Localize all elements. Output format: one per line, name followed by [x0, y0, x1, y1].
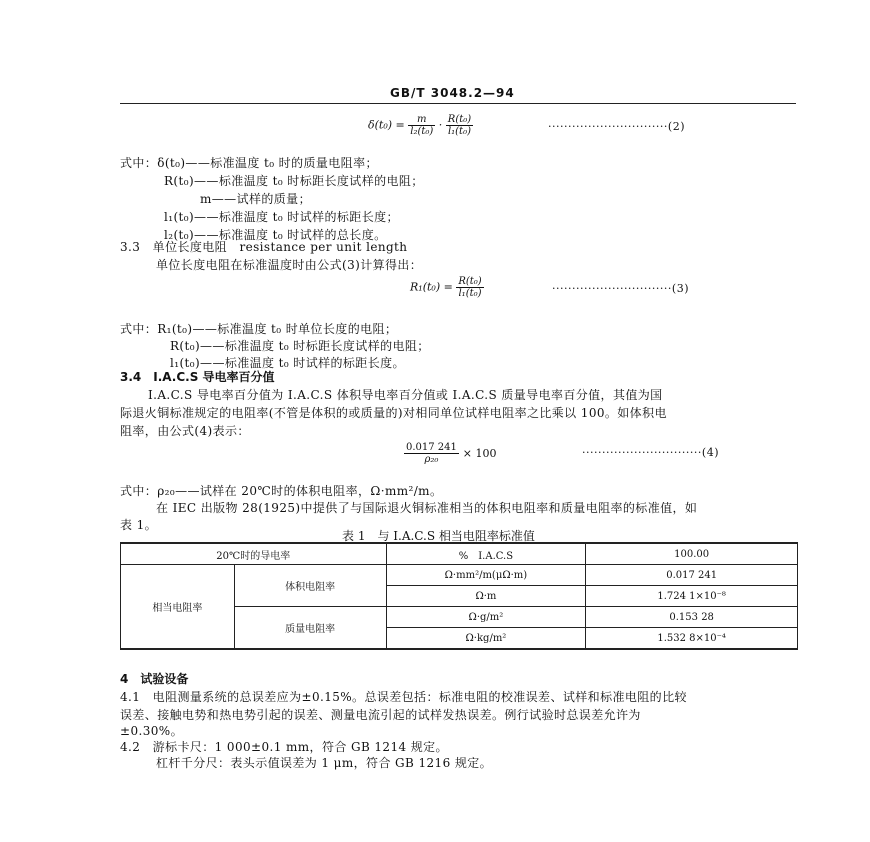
section-3-4-line-3: 阻率，由公式(4)表示：	[120, 424, 250, 438]
table-cell: % I.A.C.S	[386, 543, 586, 565]
where2-line-1: 式中：δ(t₀)——标准温度 t₀ 时的质量电阻率；	[120, 156, 378, 170]
table-cell: 100.00	[586, 543, 798, 565]
where3-line-3: l₁(t₀)——标准温度 t₀ 时试样的标距长度。	[170, 356, 405, 370]
eq3-number: ······························(3)	[552, 282, 689, 295]
eq4-denominator: ρ₂₀	[424, 454, 439, 465]
section-4-2-line-2: 杠杆千分尺：表头示值误差为 1 μm，符合 GB 1216 规定。	[156, 756, 493, 770]
equation-3	[410, 276, 484, 299]
where2-line-2: R(t₀)——标准温度 t₀ 时标距长度试样的电阻；	[164, 174, 424, 188]
standard-header: GB/T 3048.2—94	[390, 86, 515, 100]
table-cell: 1.724 1×10⁻⁸	[586, 586, 798, 607]
section-3-3-title: 3.3 单位长度电阻 resistance per unit length	[120, 240, 408, 254]
table-cell: Ω·mm²/m(μΩ·m)	[386, 565, 586, 586]
table-1	[120, 542, 798, 650]
where2-line-4: l₁(t₀)——标准温度 t₀ 时试样的标距长度；	[164, 210, 399, 224]
eq2-frac1-numerator: m	[408, 114, 435, 126]
iec-line-2: 表 1。	[120, 518, 158, 532]
table-1-caption: 表 1 与 I.A.C.S 相当电阻率标准值	[342, 529, 535, 543]
section-4-1-line-2: 误差、接触电势和热电势引起的误差、测量电流引起的试样发热误差。例行试验时总误差允许为	[120, 708, 641, 722]
table-cell: 20℃时的导电率	[121, 543, 387, 565]
eq2-number: ······························(2)	[548, 120, 685, 133]
table-cell: Ω·g/m²	[386, 607, 586, 628]
table-cell: Ω·m	[386, 586, 586, 607]
section-3-4-line-2: 际退火铜标准规定的电阻率(不管是体积的或质量的)对相同单位试样电阻率之比乘以 100。如体积电	[120, 406, 667, 420]
section-4-2-line-1: 4.2 游标卡尺：1 000±0.1 mm，符合 GB 1214 规定。	[120, 740, 448, 754]
section-3-3-body: 单位长度电阻在标准温度时由公式(3)计算得出：	[156, 258, 423, 272]
table-cell: 0.153 28	[586, 607, 798, 628]
eq2-frac2-numerator: R(t₀)	[447, 114, 472, 125]
table-cell: 1.532 8×10⁻⁴	[586, 628, 798, 650]
table-group-label: 相当电阻率	[121, 565, 235, 650]
eq4-multiplier: × 100	[462, 447, 497, 460]
table-mass-label: 质量电阻率	[234, 607, 386, 650]
section-4-1-line-1: 4.1 电阻测量系统的总误差应为±0.15%。总误差包括：标准电阻的校准误差、试样和标准电阻的比较	[120, 690, 687, 704]
eq2-fraction-2	[446, 114, 473, 137]
section-4-title: 4 试验设备	[120, 672, 189, 686]
where2-line-3: m——试样的质量；	[200, 192, 311, 206]
eq3-lhs: R₁(t₀) =	[410, 280, 453, 294]
where3-line-1: 式中：R₁(t₀)——标准温度 t₀ 时单位长度的电阻；	[120, 322, 398, 336]
table-cell: 0.017 241	[586, 565, 798, 586]
table-cell: Ω·kg/m²	[386, 628, 586, 650]
eq4-fraction	[404, 442, 459, 465]
where2-line-5: l₂(t₀)——标准温度 t₀ 时试样的总长度。	[164, 228, 387, 242]
table-row	[121, 543, 798, 565]
eq2-fraction-1	[408, 114, 435, 137]
table-volume-label: 体积电阻率	[234, 565, 386, 607]
eq3-denominator: l₁(t₀)	[458, 288, 482, 299]
eq3-numerator: R(t₀)	[458, 276, 482, 287]
section-4-1-line-3: ±0.30%。	[120, 724, 183, 738]
section-3-4-title: 3.4 I.A.C.S 导电率百分值	[120, 370, 275, 384]
eq2-frac1-denominator: l₂(t₀)	[410, 126, 434, 137]
eq4-number: ······························(4)	[582, 446, 719, 459]
iec-line-1: 在 IEC 出版物 28(1925)中提供了与国际退火铜标准相当的体积电阻率和质量电阻率的标准值，如	[156, 501, 698, 515]
where4-line: 式中：ρ₂₀——试样在 20℃时的体积电阻率，Ω·mm²/m。	[120, 484, 443, 498]
where3-line-2: R(t₀)——标准温度 t₀ 时标距长度试样的电阻；	[170, 339, 430, 353]
equation-2	[368, 114, 473, 137]
equation-4	[404, 442, 496, 465]
eq2-lhs: δ(t₀) =	[368, 118, 405, 132]
eq2-frac2-denominator: l₁(t₀)	[447, 126, 471, 137]
eq2-dot: ·	[438, 118, 443, 132]
header-rule	[120, 103, 796, 104]
section-3-4-line-1: I.A.C.S 导电率百分值为 I.A.C.S 体积导电率百分值或 I.A.C.S 质量导电率百分值，其值为国	[148, 388, 663, 402]
table-row	[121, 565, 798, 586]
eq3-fraction	[456, 276, 483, 299]
eq4-numerator: 0.017 241	[406, 442, 457, 453]
